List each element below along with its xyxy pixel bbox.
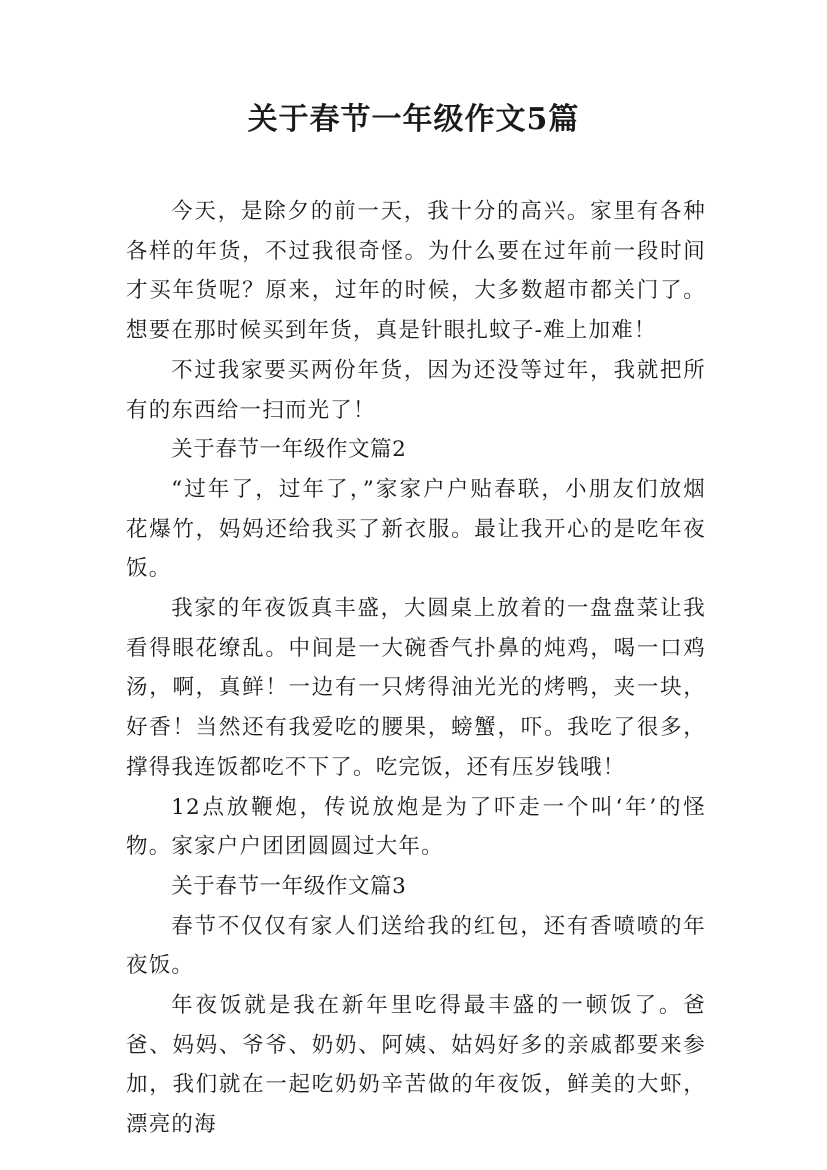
document-title: 关于春节一年级作文5篇 <box>247 102 580 137</box>
section-heading: 关于春节一年级作文篇3 <box>171 873 407 899</box>
paragraph: 今天，是除夕的前一天，我十分的高兴。家里有各种各样的年货，不过我很奇怪。为什么要在过年前一段时间才买年货呢？原来，过年的时候，大多数超市都关门了。想要在那时候买到年货，真是针眼扎蚊子-难上加难！ <box>126 199 706 344</box>
paragraph: “过年了，过年了，”家家户户贴春联，小朋友们放烟花爆竹，妈妈还给我买了新衣服。最让我开心的是吃年夜饭。 <box>126 476 706 582</box>
paragraph: 春节不仅仅有家人们送给我的红包，还有香喷喷的年夜饭。 <box>126 913 706 979</box>
paragraph: 我家的年夜饭真丰盛，大圆桌上放着的一盘盘菜让我看得眼花缭乱。中间是一大碗香气扑鼻的炖鸡，喝一口鸡汤，啊，真鲜！一边有一只烤得油光光的烤鸭，夹一块，好香！当然还有我爱吃的腰果，螃蟹，吓。我吃了很多，撑得我连饭都吃不下了。吃完饭，还有压岁钱哦！ <box>126 596 706 780</box>
paragraph: 年夜饭就是我在新年里吃得最丰盛的一顿饭了。爸爸、妈妈、爷爷、奶奶、阿姨、姑妈好多的亲戚都要来参加，我们就在一起吃奶奶辛苦做的年夜饭，鲜美的大虾，漂亮的海 <box>126 993 706 1138</box>
paragraph: 12点放鞭炮，传说放炮是为了吓走一个叫‘年’的怪物。家家户户团团圆圆过大年。 <box>126 794 706 860</box>
paragraph: 不过我家要买两份年货，因为还没等过年，我就把所有的东西给一扫而光了！ <box>126 357 706 423</box>
document-body <box>126 192 706 1145</box>
section-heading: 关于春节一年级作文篇2 <box>171 437 407 463</box>
